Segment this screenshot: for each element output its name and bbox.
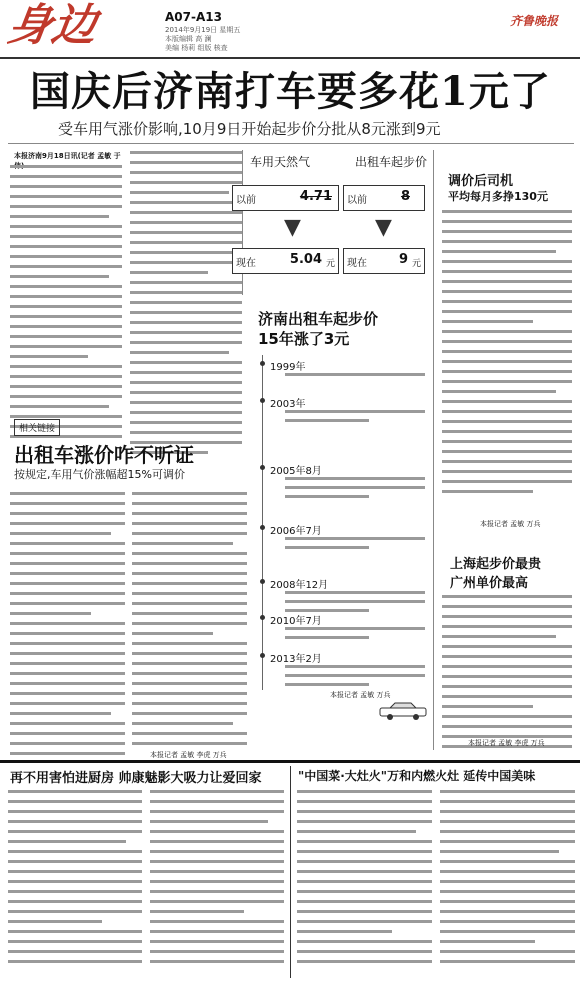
related-subtitle: 按规定,车用气价涨幅超15%可调价 (14, 468, 185, 481)
driver-box-title: 调价后司机 (448, 174, 514, 189)
gas-before-meter: 以前 4.71 (232, 185, 339, 211)
driver-box-subtitle: 平均每月多挣130元 (448, 190, 548, 203)
related-body-col2 (132, 492, 247, 752)
bottom-rule (0, 760, 580, 763)
lead-body-col1 (10, 165, 122, 445)
timeline-year: 2006年7月 (270, 526, 322, 537)
bottom-right-col2 (440, 790, 575, 970)
timeline-dot (260, 615, 265, 620)
section-logo: 身边 (4, 0, 100, 51)
shanghai-title-line2: 广州单价最高 (450, 576, 529, 591)
timeline-dot (260, 525, 265, 530)
lead-body-col2 (130, 151, 242, 461)
related-title: 出租车涨价咋不听证 (14, 443, 194, 467)
timeline-title-line2: 15年涨了3元 (258, 330, 350, 348)
timeline-axis (262, 355, 263, 690)
timeline-dot (260, 579, 265, 584)
driver-box-reporter: 本报记者 孟敏 万兵 (480, 520, 541, 528)
paper-name-logo: 齐鲁晚报 (510, 14, 559, 28)
masthead-rule (0, 57, 580, 59)
bottom-left-col2 (150, 790, 284, 970)
timeline-entry-text (285, 410, 425, 428)
fare-before-meter: 以前 8 (343, 185, 425, 211)
timeline-entry-text (285, 665, 425, 692)
page-range: A07-A13 (165, 10, 222, 24)
related-body-col1 (10, 492, 125, 762)
timeline-reporter: 本报记者 孟敏 万兵 (330, 691, 391, 699)
main-subtitle: 受车用气涨价影响,10月9日开始起步价分批从8元涨到9元 (58, 120, 441, 138)
timeline-dot (260, 465, 265, 470)
related-tag: 相关链接 (14, 419, 60, 436)
timeline-dot (260, 361, 265, 366)
design-line: 美编 杨莉 组版 核查 (165, 44, 228, 52)
related-reporter: 本报记者 孟敏 李虎 万兵 (150, 751, 227, 759)
fare-label: 出租车起步价 (355, 155, 428, 169)
gas-now-meter: 现在 5.04 元 (232, 248, 339, 274)
timeline-dot (260, 398, 265, 403)
taxi-icon (378, 702, 428, 720)
bottom-divider (290, 766, 291, 978)
timeline-entry-text (285, 373, 425, 382)
shanghai-title-line1: 上海起步价最贵 (450, 557, 542, 572)
bottom-left-col1 (8, 790, 142, 970)
editor-line: 本版编辑 高 澜 (165, 35, 212, 43)
headline-rule (8, 143, 574, 144)
timeline-entry-text (285, 537, 425, 555)
timeline-title-line1: 济南出租车起步价 (258, 310, 379, 328)
issue-date: 2014年9月19日 星期五 (165, 26, 241, 34)
right-column-divider (433, 150, 434, 750)
fare-now-meter: 现在 9 元 (343, 248, 425, 274)
lead-byline: 本报济南9月18日讯(记者 孟敏 于 (14, 152, 121, 160)
timeline-year: 2013年2月 (270, 654, 322, 665)
timeline-year: 2003年 (270, 399, 306, 410)
timeline-year: 2005年8月 (270, 466, 322, 477)
bottom-right-col1 (297, 790, 432, 970)
timeline-year: 2008年12月 (270, 580, 329, 591)
gas-arrow-icon: ▼ (284, 215, 301, 240)
shanghai-body (442, 595, 572, 755)
driver-box-body (442, 210, 572, 500)
bottom-right-title: "中国菜·大灶火"万和内燃火灶 延传中国美味 (298, 769, 536, 783)
gas-label: 车用天然气 (250, 155, 311, 169)
timeline-entry-text (285, 627, 425, 645)
bottom-left-title: 再不用害怕进厨房 帅康魅影大吸力让爱回家 (10, 771, 262, 786)
timeline-entry-text (285, 477, 425, 504)
timeline-year: 2010年7月 (270, 616, 322, 627)
timeline-year: 1999年 (270, 362, 306, 373)
fare-arrow-icon: ▼ (375, 215, 392, 240)
timeline-dot (260, 653, 265, 658)
main-headline: 国庆后济南打车要多花1元了 (30, 68, 551, 115)
shanghai-reporter: 本报记者 孟敏 李虎 万兵 (468, 739, 545, 747)
